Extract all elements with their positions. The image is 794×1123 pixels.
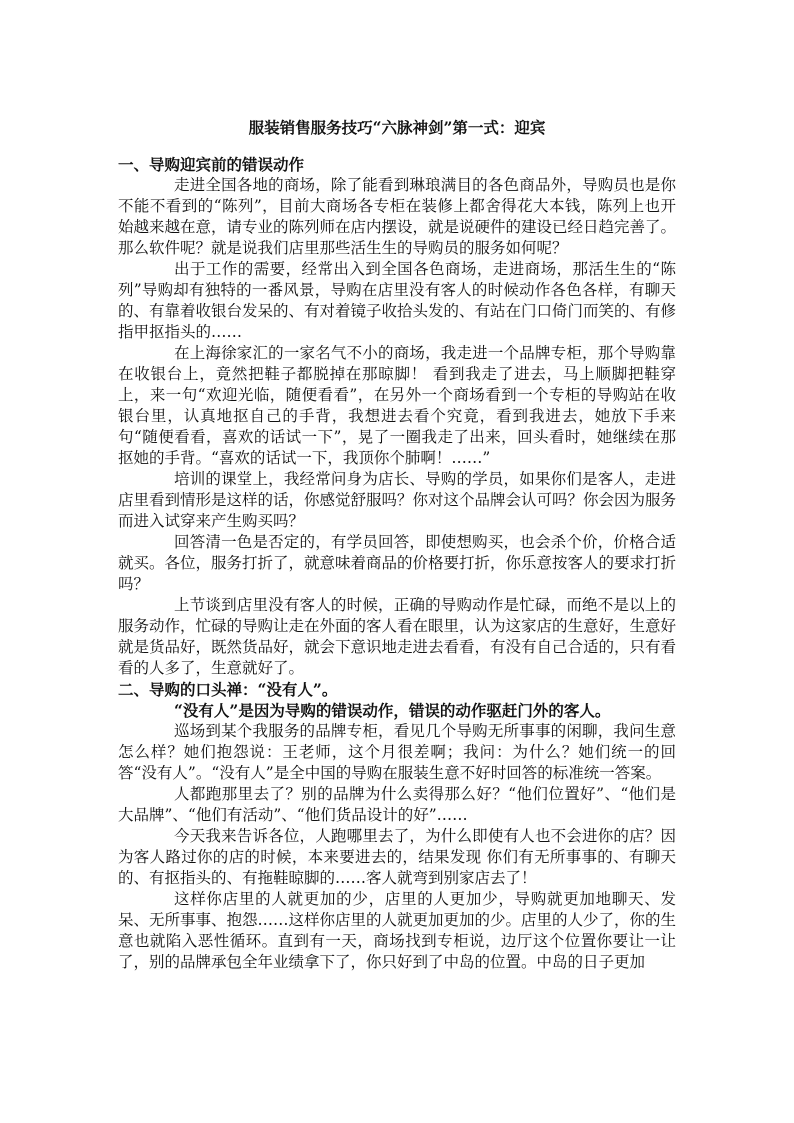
paragraph: 走进全国各地的商场，除了能看到琳琅满目的各色商品外，导购员也是你不能不看到的“陈列”，目前大商场各专柜在装修上都舍得花大本钱，陈列上也开始越来越在意，请专业的陈列师在店内摆设，就是说硬件的建设已经日趋完善了。那么软件呢？就是说我们店里那些活生生的导购员的服务如何呢？ bbox=[118, 176, 677, 257]
paragraph: 培训的课堂上，我经常问身为店长、导购的学员，如果你们是客人，走进店里看到情形是这样的话，你感觉舒服吗？你对这个品牌会认可吗？你会因为服务而进入试穿来产生购买吗？ bbox=[118, 470, 677, 530]
section-2-subheading: “没有人”是因为导购的错误动作，错误的动作驱赶门外的客人。 bbox=[174, 701, 611, 720]
paragraph: 上节谈到店里没有客人的时候，正确的导购动作是忙碌，而绝不是以上的服务动作，忙碌的导购让走在外面的客人看在眼里，认为这家店的生意好，生意好就是货品好，既然货品好，就会下意识地走进去看看，有没有自己合适的，只有看看的人多了，生意就好了。 bbox=[118, 596, 677, 677]
paragraph: 巡场到某个我服务的品牌专柜，看见几个导购无所事事的闲聊，我问生意怎么样？她们抱怨说：王老师，这个月很差啊；我问：为什么？她们统一的回答“没有人”。“没有人”是全中国的导购在服装生意不好时回答的标准统一答案。 bbox=[118, 722, 676, 782]
section-2-heading: 二、导购的口头禅：“没有人”。 bbox=[118, 680, 338, 699]
paragraph: 人都跑那里去了？别的品牌为什么卖得那么好？“他们位置好”、“他们是大品牌”、“他们有活动”、“他们货品设计的好”…… bbox=[118, 785, 676, 824]
paragraph: 这样你店里的人就更加的少，店里的人更加少，导购就更加地聊天、发呆、无所事事、抱怨……这样你店里的人就更加更加的少。店里的人少了，你的生意也就陷入恶性循环。直到有一天，商场找到专柜说，边厅这个位置你要让一让了，别的品牌承包全年业绩拿下了，你只好到了中岛的位置。中岛的日子更加 bbox=[118, 890, 677, 971]
paragraph: 回答清一色是否定的，有学员回答，即使想购买，也会杀个价，价格合适就买。各位，服务打折了，就意味着商品的价格要打折，你乐意按客人的要求打折吗？ bbox=[118, 533, 677, 593]
section-1-heading: 一、导购迎宾前的错误动作 bbox=[118, 155, 305, 174]
paragraph: 今天我来告诉各位，人跑哪里去了，为什么即使有人也不会进你的店？因为客人路过你的店的时候，本来要进去的，结果发现 你们有无所事事的、有聊天的、有抠指头的、有拖鞋晾脚的……客人就弯到别家店去了！ bbox=[118, 827, 676, 887]
document-title: 服装销售服务技巧“六脉神剑”第一式：迎宾 bbox=[248, 118, 546, 137]
paragraph: 在上海徐家汇的一家名气不小的商场，我走进一个品牌专柜，那个导购靠在收银台上，竟然把鞋子都脱掉在那晾脚！ 看到我走了进去，马上顺脚把鞋穿上，来一句“欢迎光临，随便看看”，在另外一个商场看到一个专柜的导购站在收银台里，认真地抠自己的手背，我想进去看个究竟，看到我进去，她放下手来句“随便看看，喜欢的话试一下”，晃了一圈我走了出来，回头看时，她继续在那抠她的手背。“喜欢的话试一下，我顶你个肺啊！……” bbox=[118, 344, 676, 467]
paragraph: 出于工作的需要，经常出入到全国各色商场，走进商场，那活生生的“陈列”导购却有独特的一番风景，导购在店里没有客人的时候动作各色各样，有聊天的、有靠着收银台发呆的、有对着镜子收拾头发的、有站在门口倚门而笑的、有修指甲抠指头的…… bbox=[118, 260, 677, 341]
